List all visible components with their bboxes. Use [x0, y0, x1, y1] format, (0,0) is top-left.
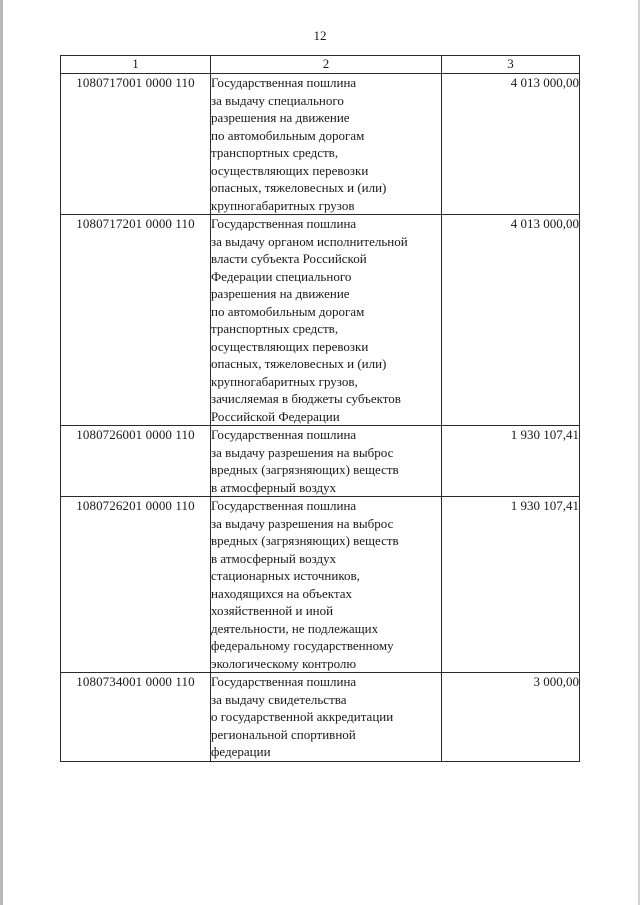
row-amount: 1 930 107,41: [442, 426, 580, 497]
row-amount: 3 000,00: [442, 673, 580, 762]
header-row: [61, 56, 580, 74]
column-header-name: 2: [211, 56, 442, 74]
table-row: [61, 215, 580, 426]
column-header-code: 1: [61, 56, 211, 74]
row-amount: 4 013 000,00: [442, 215, 580, 426]
row-code: 1080726201 0000 110: [61, 497, 211, 673]
row-name: Государственная пошлина за выдачу свидетельства о государственной аккредитации региональной спортивной федерации: [211, 673, 442, 762]
budget-table: [60, 55, 580, 762]
row-code: 1080734001 0000 110: [61, 673, 211, 762]
row-code: 1080717201 0000 110: [61, 215, 211, 426]
row-amount: 4 013 000,00: [442, 74, 580, 215]
table-row: [61, 426, 580, 497]
page-number: 12: [313, 28, 327, 43]
table-row: [61, 673, 580, 762]
row-code: 1080717001 0000 110: [61, 74, 211, 215]
scan-edge-left: [0, 0, 3, 905]
table-row: [61, 74, 580, 215]
row-name: Государственная пошлина за выдачу органом исполнительной власти субъекта Российской Федерации специального разрешения на движение по автомобильным дорогам транспортных средств, осуществляющих перевозки опасных, тяжеловесных и (или) крупногабаритных грузов, зачисляемая в бюджеты субъектов Российской Федерации: [211, 215, 442, 426]
table-row: [61, 497, 580, 673]
row-amount: 1 930 107,41: [442, 497, 580, 673]
row-code: 1080726001 0000 110: [61, 426, 211, 497]
row-name: Государственная пошлина за выдачу разрешения на выброс вредных (загрязняющих) веществ в атмосферный воздух: [211, 426, 442, 497]
row-name: Государственная пошлина за выдачу разрешения на выброс вредных (загрязняющих) веществ в атмосферный воздух стационарных источников, находящихся на объектах хозяйственной и иной деятельности, не подлежащих федеральному государственному экологическому контролю: [211, 497, 442, 673]
column-header-amount: 3: [442, 56, 580, 74]
row-name: Государственная пошлина за выдачу специального разрешения на движение по автомобильным дорогам транспортных средств, осуществляющих перевозки опасных, тяжеловесных и (или) крупногабаритных грузов: [211, 74, 442, 215]
